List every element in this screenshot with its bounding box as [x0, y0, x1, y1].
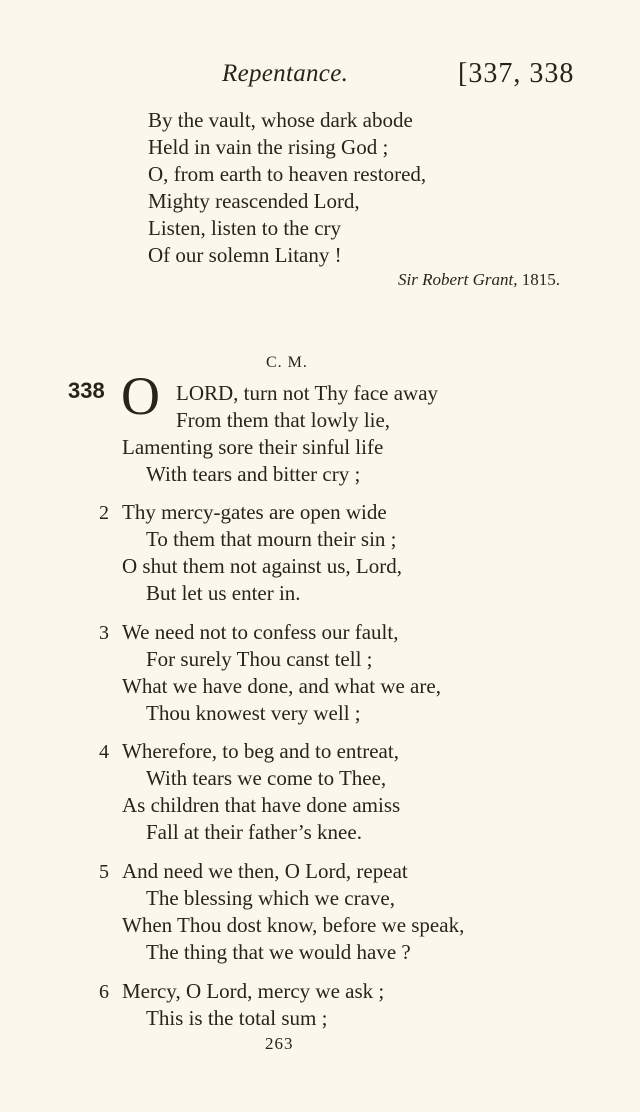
verse-number: 6	[99, 981, 109, 1003]
verse-line: Mighty reascended Lord,	[148, 189, 360, 213]
drop-cap: O	[121, 366, 160, 426]
verse-number: 5	[99, 861, 109, 883]
verse-number: 4	[99, 741, 109, 763]
verse-line: The blessing which we crave,	[146, 886, 395, 910]
verse-line: Fall at their father’s knee.	[146, 820, 362, 844]
verse-line: The thing that we would have ?	[146, 940, 411, 964]
verse-line: Held in vain the rising God ;	[148, 135, 389, 159]
verse-line: For surely Thou canst tell ;	[146, 647, 373, 671]
page-number: 263	[265, 1034, 294, 1053]
verse-line: With tears we come to Thee,	[146, 766, 387, 790]
author-attribution	[398, 270, 560, 290]
verse-line: O, from earth to heaven restored,	[148, 162, 427, 186]
verse-line: When Thou dost know, before we speak,	[122, 913, 465, 937]
verse-line: To them that mourn their sin ;	[146, 527, 397, 551]
verse-line: From them that lowly lie,	[176, 408, 391, 432]
verse-line: Wherefore, to beg and to entreat,	[122, 739, 399, 763]
verse-line: Thou knowest very well ;	[146, 701, 361, 725]
verse-number: 2	[99, 502, 109, 524]
verse-line: And need we then, O Lord, repeat	[122, 859, 408, 883]
running-header-hymn-numbers: [337, 338	[458, 58, 575, 89]
verse-line: We need not to confess our fault,	[122, 620, 399, 644]
verse-number: 3	[99, 622, 109, 644]
meter-label: C. M.	[266, 354, 308, 371]
verse-line: Lamenting sore their sinful life	[122, 435, 384, 459]
hymn-number: 338	[68, 378, 105, 403]
verse-line: As children that have done amiss	[122, 793, 401, 817]
verse-line: Of our solemn Litany !	[148, 243, 342, 267]
verse-line: By the vault, whose dark abode	[148, 108, 413, 132]
verse-line: Listen, listen to the cry	[148, 216, 342, 240]
verse-line: What we have done, and what we are,	[122, 674, 441, 698]
verse-line: O shut them not against us, Lord,	[122, 554, 402, 578]
verse-line: Mercy, O Lord, mercy we ask ;	[122, 979, 385, 1003]
running-header-title: Repentance.	[222, 60, 349, 87]
author-name: Sir Robert Grant,	[398, 270, 518, 289]
verse-line: Thy mercy-gates are open wide	[122, 500, 387, 524]
verse-line: LORD, turn not Thy face away	[176, 381, 439, 405]
verse-line: This is the total sum ;	[146, 1006, 328, 1030]
verse-line: But let us enter in.	[146, 581, 301, 605]
verse-line: With tears and bitter cry ;	[146, 462, 361, 486]
author-year: 1815.	[521, 270, 560, 289]
